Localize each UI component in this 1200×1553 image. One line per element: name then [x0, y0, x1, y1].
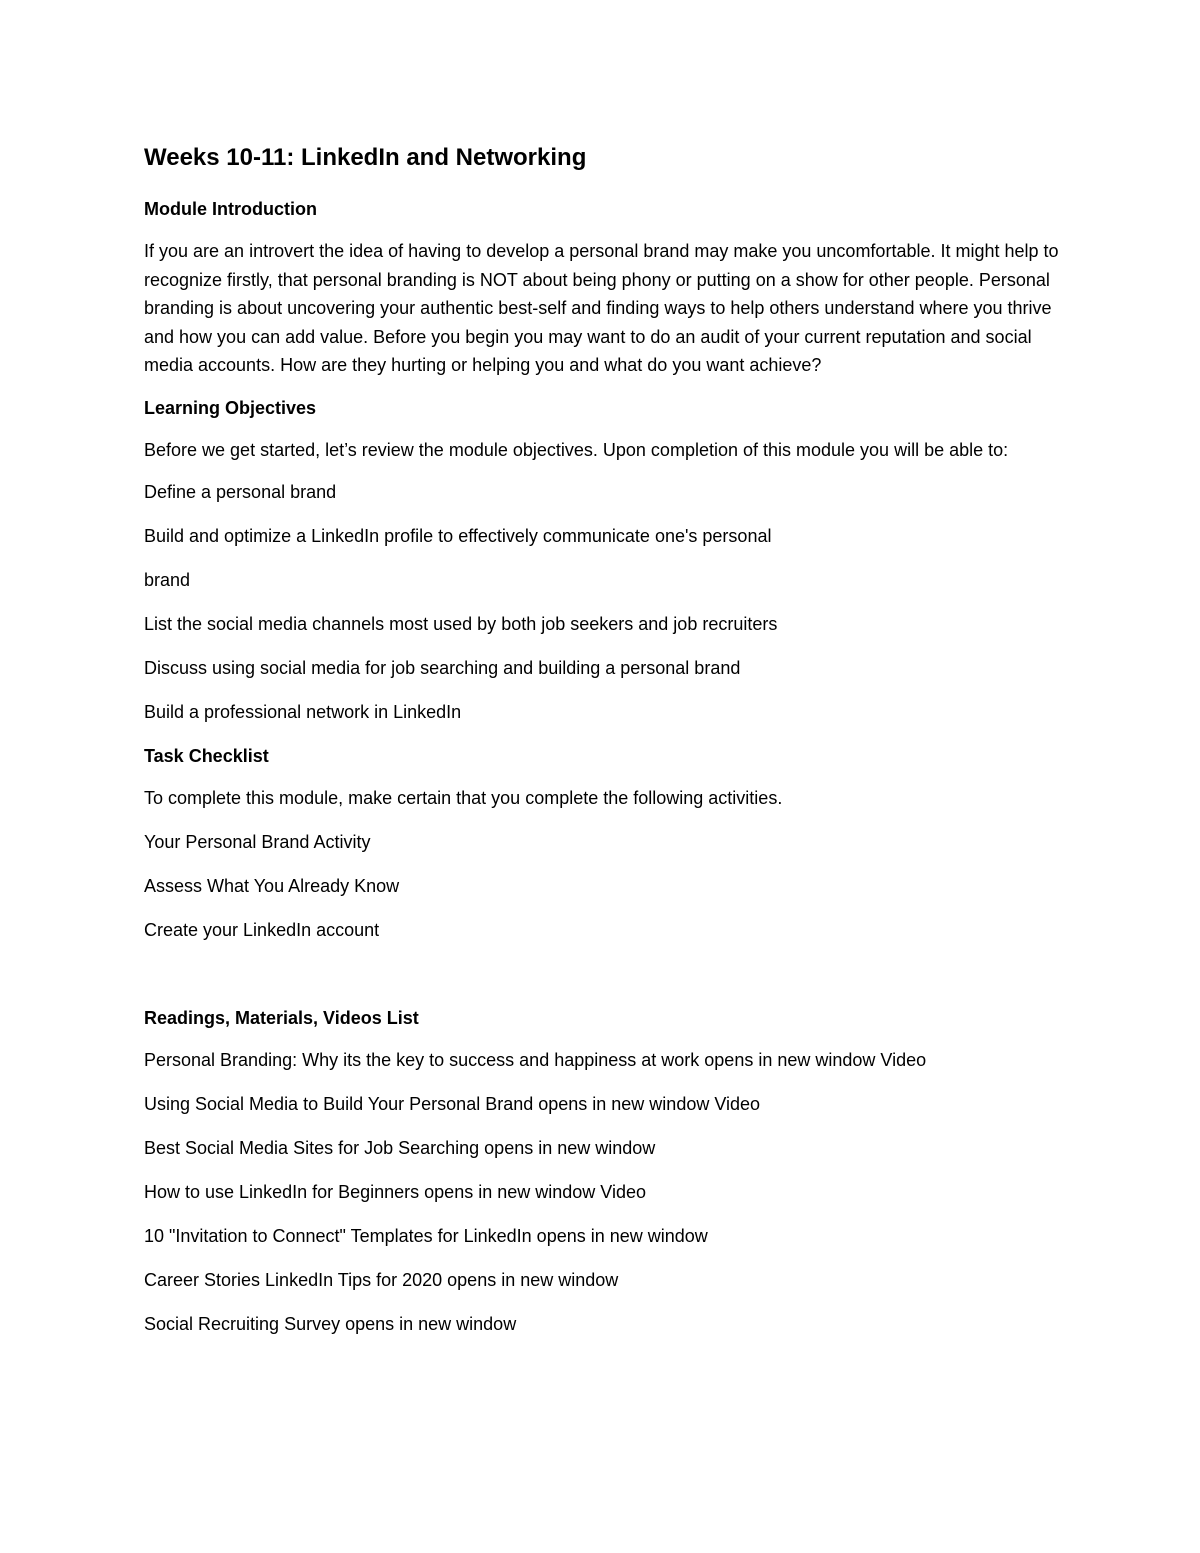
module-introduction-heading: Module Introduction	[144, 199, 317, 219]
reading-item: How to use LinkedIn for Beginners opens in new window Video	[144, 1182, 646, 1202]
task-checklist-heading: Task Checklist	[144, 746, 269, 766]
task-item: Your Personal Brand Activity	[144, 832, 371, 852]
page-title: Weeks 10-11: LinkedIn and Networking	[144, 144, 587, 171]
objective-item: Discuss using social media for job searching and building a personal brand	[144, 658, 741, 678]
reading-item: Social Recruiting Survey opens in new window	[144, 1314, 517, 1334]
reading-item: Best Social Media Sites for Job Searching opens in new window	[144, 1138, 656, 1158]
objective-item: Define a personal brand	[144, 482, 337, 502]
objective-item: List the social media channels most used by both job seekers and job recruiters	[144, 614, 778, 634]
document-content	[144, 140, 1064, 1354]
objective-item: brand	[144, 570, 191, 590]
objective-item: Build and optimize a LinkedIn profile to effectively communicate one's personal	[144, 526, 772, 546]
task-item: Assess What You Already Know	[144, 876, 400, 896]
module-introduction-body: If you are an introvert the idea of having to develop a personal brand may make you uncomfortable. It might help to recognize firstly, that personal branding is NOT about being phony or putting on a show for other people. Personal branding is about uncovering your authentic best-self and finding ways to help others understand where you thrive and how you can add value. Before you begin you may want to do an audit of your current reputation and social media accounts. How are they hurting or helping you and what do you want achieve?	[144, 241, 1059, 375]
reading-item: Career Stories LinkedIn Tips for 2020 opens in new window	[144, 1270, 619, 1290]
objective-item: Build a professional network in LinkedIn	[144, 702, 462, 722]
section-spacer	[144, 960, 1064, 1004]
learning-objectives-intro: Before we get started, let’s review the module objectives. Upon completion of this module you will be able to:	[144, 439, 1009, 460]
learning-objectives-heading: Learning Objectives	[144, 397, 317, 418]
reading-item: Personal Branding: Why its the key to success and happiness at work opens in new window Video	[144, 1050, 927, 1070]
reading-item: Using Social Media to Build Your Personal Brand opens in new window Video	[144, 1094, 761, 1114]
readings-heading: Readings, Materials, Videos List	[144, 1008, 419, 1028]
reading-item: 10 "Invitation to Connect" Templates for LinkedIn opens in new window	[144, 1226, 708, 1246]
task-item: Create your LinkedIn account	[144, 920, 380, 940]
task-checklist-intro: To complete this module, make certain that you complete the following activities.	[144, 788, 783, 808]
